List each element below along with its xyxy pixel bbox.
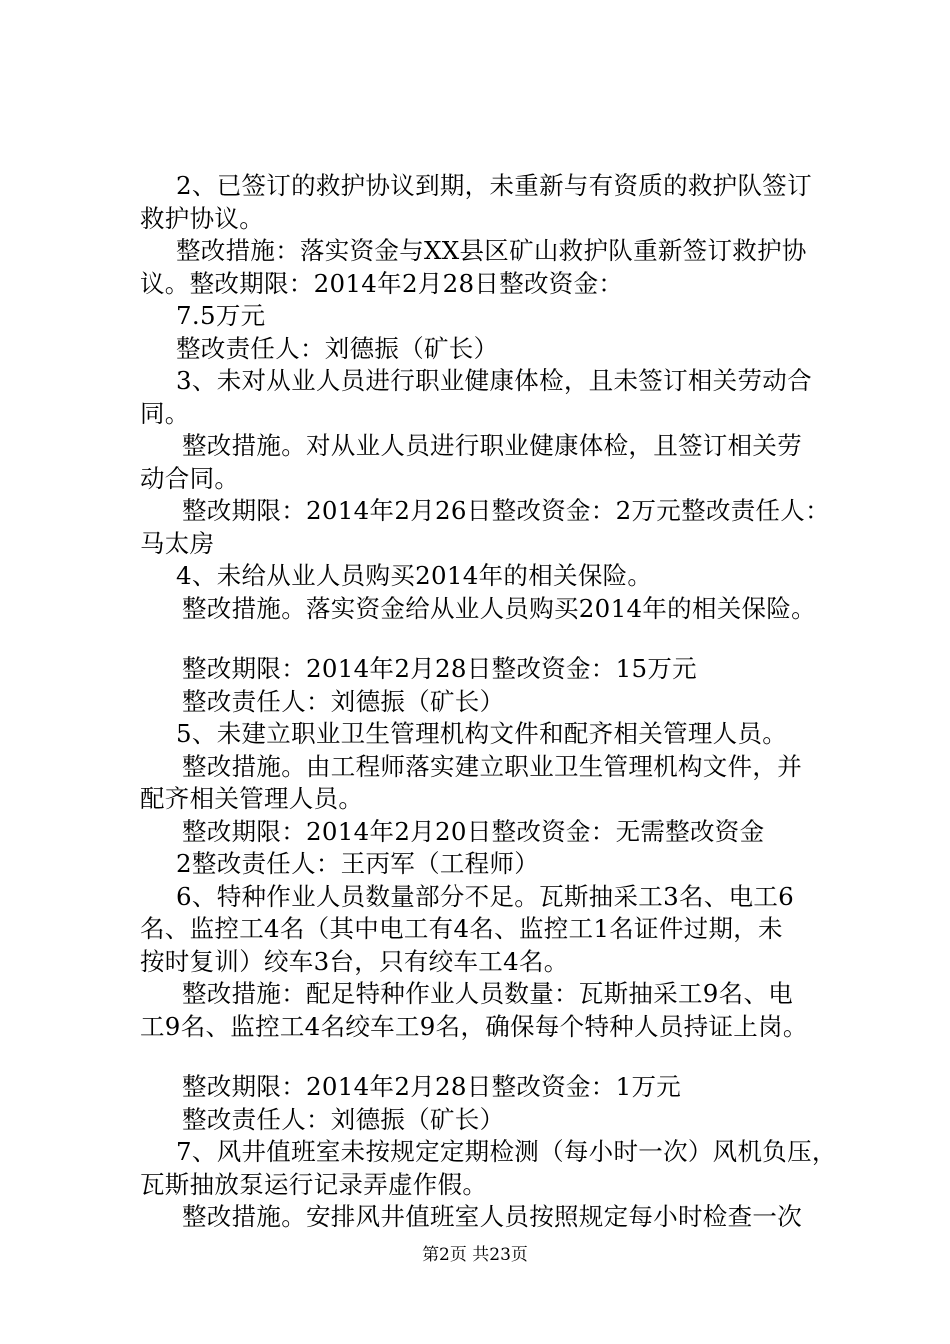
text-line: 按时复训）绞车3台，只有绞车工4名。 [140,946,569,976]
text-line: 7.5万元 [176,301,266,330]
text-line: 整改期限：2014年2月26日整改资金：2万元整改责任人： [182,496,830,525]
text-line: 整改期限：2014年2月20日整改资金：无需整改资金 [182,816,765,846]
text-line: 4、未给从业人员购买2014年的相关保险。 [176,561,653,590]
text-line: 名、监控工4名（其中电工有4名、监控工1名证件过期，未 [140,914,783,943]
text-line: 2、已签订的救护协议到期，未重新与有资质的救护队签订 [176,171,812,200]
text-line: 整改措施。由工程师落实建立职业卫生管理机构文件，并 [182,751,802,781]
text-line: 整改措施。落实资金给从业人员购买2014年的相关保险。 [182,593,816,623]
text-line: 议。整改期限：2014年2月28日整改资金： [140,268,624,298]
paragraph-gap [140,625,840,653]
text-line: 配齐相关管理人员。 [140,784,364,813]
text-line: 3、未对从业人员进行职业健康体检，且未签订相关劳动合 [176,366,812,395]
page-footer: 第2页 共23页 [422,1245,528,1265]
document-body [140,170,840,1234]
text-line: 整改期限：2014年2月28日整改资金：1万元 [182,1072,682,1101]
text-line: 工9名、监控工4名绞车工9名，确保每个特种人员持证上岗。 [140,1011,808,1041]
text-line: 整改措施。安排风井值班室人员按照规定每小时检查一次 [182,1202,802,1231]
text-line: 6、特种作业人员数量部分不足。瓦斯抽采工3名、电工6 [176,881,795,911]
text-line: 5、未建立职业卫生管理机构文件和配齐相关管理人员。 [176,719,788,748]
text-line: 整改责任人：刘德振（矿长） [182,686,505,716]
text-line: 整改责任人：刘德振（矿长） [176,333,499,363]
text-line: 2整改责任人：王丙军（工程师） [176,849,540,878]
text-line: 同。 [140,398,190,428]
text-line: 马太房 [140,528,215,558]
text-line: 瓦斯抽放泵运行记录弄虚作假。 [140,1169,488,1199]
text-line: 整改责任人：刘德振（矿长） [182,1104,505,1134]
text-line: 整改期限：2014年2月28日整改资金：15万元 [182,654,697,683]
text-line: 整改措施：落实资金与XX县区矿山救护队重新签订救护协 [176,236,807,265]
text-line: 动合同。 [140,463,240,493]
text-line: 救护协议。 [140,203,264,233]
text-line: 整改措施：配足特种作业人员数量：瓦斯抽采工9名、电 [182,979,794,1008]
text-line: 整改措施。对从业人员进行职业健康体检，且签订相关劳 [182,431,802,460]
paragraph-gap [140,1043,840,1071]
text-line: 7、风井值班室未按规定定期检测（每小时一次）风机负压， [176,1137,837,1166]
